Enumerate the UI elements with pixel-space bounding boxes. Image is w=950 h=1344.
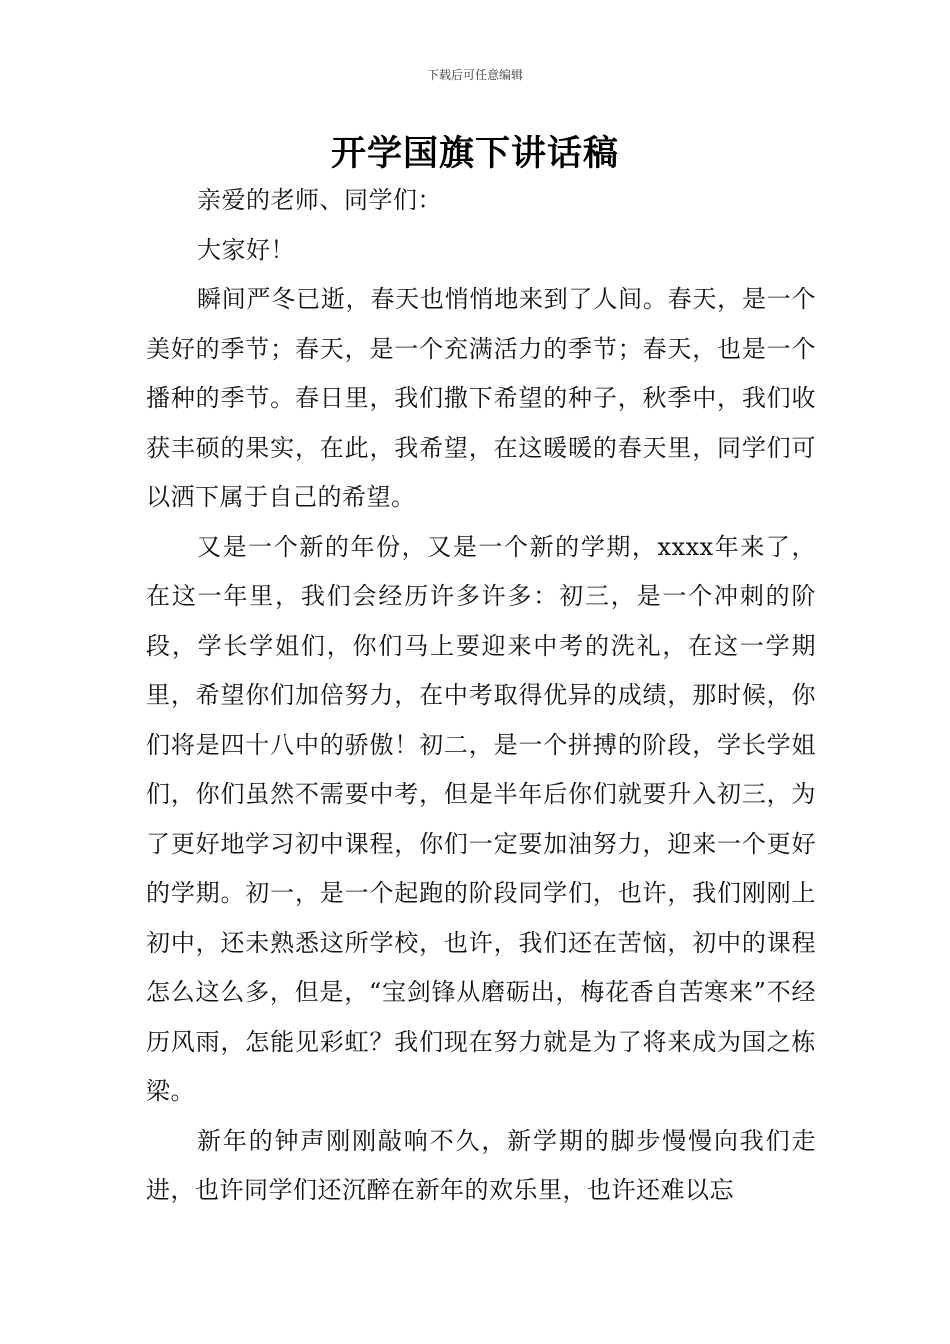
document-body (146, 176, 816, 1216)
paragraph-salutation: 亲爱的老师、同学们： (197, 186, 442, 214)
document-title: 开学国旗下讲话稿 (330, 134, 619, 174)
paragraph-greeting: 大家好！ (197, 235, 295, 264)
paragraph-new-term: 又是一个新的年份，又是一个新的学期，xxxx年来了，在这一年里，我们会经历许多许多：初三，是一个冲刺的阶段，学长学姐们，你们马上要迎来中考的洗礼，在这一学期里，希望你们加倍努力，在中考取得优异的成绩，那时候，你们将是四十八中的骄傲！初二，是一个拼搏的阶段，学长学姐们，你们虽然不需要中考，但是半年后你们就要升入初三，为了更好地学习初中课程，你们一定要加油努力，迎来一个更好的学期。初一，是一个起跑的阶段同学们，也许，我们刚刚上初中，还未熟悉这所学校，也许，我们还在苦恼，初中的课程怎么这么多，但是，“宝剑锋从磨砺出，梅花香自苦寒来”不经历风雨，怎能见彩虹？我们现在努力就是为了将来成为国之栋梁。 (146, 532, 816, 1105)
paragraph-spring: 瞬间严冬已逝，春天也悄悄地来到了人间。春天，是一个美好的季节；春天，是一个充满活力的季节；春天，也是一个播种的季节。春日里，我们撒下希望的种子，秋季中，我们收获丰硕的果实，在此，我希望，在这暖暖的春天里，同学们可以洒下属于自己的希望。 (146, 285, 816, 511)
page-header: 下载后可任意编辑 (426, 68, 523, 82)
paragraph-new-year: 新年的钟声刚刚敲响不久，新学期的脚步慢慢向我们走进，也许同学们还沉醉在新年的欢乐里，也许还难以忘 (146, 1126, 816, 1204)
